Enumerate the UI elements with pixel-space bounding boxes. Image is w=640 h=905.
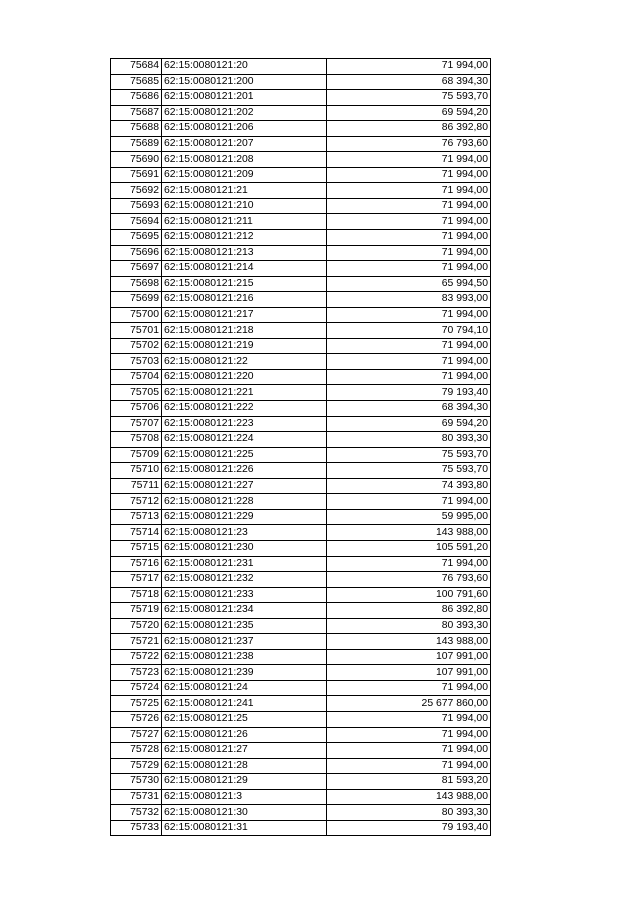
cadastral-number-cell: 62:15:0080121:215: [162, 276, 327, 292]
cadastral-number-cell: 62:15:0080121:27: [162, 743, 327, 759]
value-cell: 80 393,30: [327, 618, 491, 634]
value-cell: 71 994,00: [327, 758, 491, 774]
row-id-cell: 75729: [111, 758, 162, 774]
cadastral-number-cell: 62:15:0080121:229: [162, 509, 327, 525]
table-row: [111, 743, 491, 759]
table-row: [111, 401, 491, 417]
cadastral-number-cell: 62:15:0080121:219: [162, 338, 327, 354]
row-id-cell: 75722: [111, 649, 162, 665]
row-id-cell: 75703: [111, 354, 162, 370]
cadastral-number-cell: 62:15:0080121:26: [162, 727, 327, 743]
value-cell: 105 591,20: [327, 540, 491, 556]
value-cell: 79 193,40: [327, 385, 491, 401]
row-id-cell: 75730: [111, 774, 162, 790]
value-cell: 71 994,00: [327, 214, 491, 230]
table-row: [111, 338, 491, 354]
value-cell: 71 994,00: [327, 245, 491, 261]
value-cell: 75 593,70: [327, 463, 491, 479]
cadastral-number-cell: 62:15:0080121:209: [162, 167, 327, 183]
table-row: [111, 680, 491, 696]
row-id-cell: 75690: [111, 152, 162, 168]
table-row: [111, 711, 491, 727]
row-id-cell: 75709: [111, 447, 162, 463]
value-cell: 71 994,00: [327, 152, 491, 168]
cadastral-number-cell: 62:15:0080121:25: [162, 711, 327, 727]
row-id-cell: 75708: [111, 432, 162, 448]
table-row: [111, 618, 491, 634]
table-row: [111, 416, 491, 432]
value-cell: 71 994,00: [327, 198, 491, 214]
cadastral-number-cell: 62:15:0080121:218: [162, 323, 327, 339]
table-row: [111, 276, 491, 292]
table-row: [111, 774, 491, 790]
table-row: [111, 540, 491, 556]
cadastral-number-cell: 62:15:0080121:3: [162, 789, 327, 805]
cadastral-number-cell: 62:15:0080121:202: [162, 105, 327, 121]
cadastral-number-cell: 62:15:0080121:223: [162, 416, 327, 432]
row-id-cell: 75715: [111, 540, 162, 556]
table-row: [111, 649, 491, 665]
table-row: [111, 634, 491, 650]
row-id-cell: 75687: [111, 105, 162, 121]
table-row: [111, 525, 491, 541]
table-row: [111, 307, 491, 323]
table-row: [111, 323, 491, 339]
cadastral-number-cell: 62:15:0080121:201: [162, 90, 327, 106]
cadastral-number-cell: 62:15:0080121:200: [162, 74, 327, 90]
value-cell: 76 793,60: [327, 136, 491, 152]
table-row: [111, 665, 491, 681]
cadastral-number-cell: 62:15:0080121:238: [162, 649, 327, 665]
cadastral-number-cell: 62:15:0080121:20: [162, 59, 327, 75]
row-id-cell: 75686: [111, 90, 162, 106]
value-cell: 25 677 860,00: [327, 696, 491, 712]
row-id-cell: 75713: [111, 509, 162, 525]
table-row: [111, 556, 491, 572]
row-id-cell: 75697: [111, 261, 162, 277]
value-cell: 80 393,30: [327, 432, 491, 448]
value-cell: 69 594,20: [327, 416, 491, 432]
table-row: [111, 152, 491, 168]
table-row: [111, 463, 491, 479]
cadastral-number-cell: 62:15:0080121:220: [162, 369, 327, 385]
table-row: [111, 136, 491, 152]
table-body: [111, 59, 491, 836]
row-id-cell: 75704: [111, 369, 162, 385]
table-row: [111, 758, 491, 774]
value-cell: 74 393,80: [327, 478, 491, 494]
value-cell: 76 793,60: [327, 572, 491, 588]
row-id-cell: 75712: [111, 494, 162, 510]
cadastral-number-cell: 62:15:0080121:216: [162, 292, 327, 308]
value-cell: 143 988,00: [327, 634, 491, 650]
row-id-cell: 75693: [111, 198, 162, 214]
row-id-cell: 75705: [111, 385, 162, 401]
value-cell: 71 994,00: [327, 59, 491, 75]
row-id-cell: 75728: [111, 743, 162, 759]
cadastral-number-cell: 62:15:0080121:222: [162, 401, 327, 417]
cadastral-number-cell: 62:15:0080121:233: [162, 587, 327, 603]
cadastral-number-cell: 62:15:0080121:225: [162, 447, 327, 463]
cadastral-number-cell: 62:15:0080121:213: [162, 245, 327, 261]
row-id-cell: 75706: [111, 401, 162, 417]
table-row: [111, 478, 491, 494]
table-row: [111, 354, 491, 370]
table-row: [111, 369, 491, 385]
row-id-cell: 75719: [111, 603, 162, 619]
value-cell: 143 988,00: [327, 525, 491, 541]
value-cell: 71 994,00: [327, 354, 491, 370]
value-cell: 70 794,10: [327, 323, 491, 339]
value-cell: 71 994,00: [327, 727, 491, 743]
value-cell: 65 994,50: [327, 276, 491, 292]
cadastral-number-cell: 62:15:0080121:206: [162, 121, 327, 137]
table-row: [111, 59, 491, 75]
cadastral-number-cell: 62:15:0080121:210: [162, 198, 327, 214]
value-cell: 71 994,00: [327, 711, 491, 727]
cadastral-number-cell: 62:15:0080121:28: [162, 758, 327, 774]
row-id-cell: 75718: [111, 587, 162, 603]
value-cell: 81 593,20: [327, 774, 491, 790]
row-id-cell: 75727: [111, 727, 162, 743]
cadastral-number-cell: 62:15:0080121:234: [162, 603, 327, 619]
cadastral-number-cell: 62:15:0080121:212: [162, 230, 327, 246]
value-cell: 71 994,00: [327, 261, 491, 277]
table-row: [111, 696, 491, 712]
value-cell: 75 593,70: [327, 447, 491, 463]
table-row: [111, 90, 491, 106]
row-id-cell: 75692: [111, 183, 162, 199]
value-cell: 100 791,60: [327, 587, 491, 603]
cadastral-number-cell: 62:15:0080121:207: [162, 136, 327, 152]
table-row: [111, 261, 491, 277]
cadastral-number-cell: 62:15:0080121:230: [162, 540, 327, 556]
table-row: [111, 509, 491, 525]
table-row: [111, 727, 491, 743]
cadastral-number-cell: 62:15:0080121:231: [162, 556, 327, 572]
cadastral-number-cell: 62:15:0080121:217: [162, 307, 327, 323]
value-cell: 68 394,30: [327, 401, 491, 417]
row-id-cell: 75695: [111, 230, 162, 246]
value-cell: 71 994,00: [327, 556, 491, 572]
cadastral-number-cell: 62:15:0080121:29: [162, 774, 327, 790]
cadastral-number-cell: 62:15:0080121:208: [162, 152, 327, 168]
row-id-cell: 75700: [111, 307, 162, 323]
value-cell: 107 991,00: [327, 649, 491, 665]
table-row: [111, 292, 491, 308]
cadastral-number-cell: 62:15:0080121:241: [162, 696, 327, 712]
row-id-cell: 75711: [111, 478, 162, 494]
cadastral-number-cell: 62:15:0080121:227: [162, 478, 327, 494]
value-cell: 59 995,00: [327, 509, 491, 525]
cadastral-number-cell: 62:15:0080121:221: [162, 385, 327, 401]
table-row: [111, 447, 491, 463]
value-cell: 71 994,00: [327, 494, 491, 510]
row-id-cell: 75732: [111, 805, 162, 821]
value-cell: 71 994,00: [327, 743, 491, 759]
value-cell: 71 994,00: [327, 680, 491, 696]
row-id-cell: 75684: [111, 59, 162, 75]
value-cell: 71 994,00: [327, 369, 491, 385]
value-cell: 69 594,20: [327, 105, 491, 121]
row-id-cell: 75691: [111, 167, 162, 183]
table-row: [111, 805, 491, 821]
value-cell: 71 994,00: [327, 183, 491, 199]
table-row: [111, 432, 491, 448]
value-cell: 68 394,30: [327, 74, 491, 90]
table-row: [111, 572, 491, 588]
row-id-cell: 75696: [111, 245, 162, 261]
table-row: [111, 789, 491, 805]
cadastral-number-cell: 62:15:0080121:224: [162, 432, 327, 448]
row-id-cell: 75702: [111, 338, 162, 354]
row-id-cell: 75707: [111, 416, 162, 432]
row-id-cell: 75723: [111, 665, 162, 681]
cadastral-number-cell: 62:15:0080121:211: [162, 214, 327, 230]
cadastral-number-cell: 62:15:0080121:21: [162, 183, 327, 199]
value-cell: 71 994,00: [327, 338, 491, 354]
cadastral-value-table: [110, 58, 491, 836]
row-id-cell: 75725: [111, 696, 162, 712]
row-id-cell: 75694: [111, 214, 162, 230]
table-row: [111, 385, 491, 401]
row-id-cell: 75710: [111, 463, 162, 479]
cadastral-number-cell: 62:15:0080121:226: [162, 463, 327, 479]
value-cell: 75 593,70: [327, 90, 491, 106]
row-id-cell: 75714: [111, 525, 162, 541]
table-row: [111, 183, 491, 199]
table-row: [111, 245, 491, 261]
table-row: [111, 587, 491, 603]
table-row: [111, 494, 491, 510]
cadastral-number-cell: 62:15:0080121:31: [162, 820, 327, 836]
cadastral-number-cell: 62:15:0080121:24: [162, 680, 327, 696]
row-id-cell: 75721: [111, 634, 162, 650]
row-id-cell: 75701: [111, 323, 162, 339]
row-id-cell: 75720: [111, 618, 162, 634]
table-row: [111, 121, 491, 137]
cadastral-number-cell: 62:15:0080121:232: [162, 572, 327, 588]
table-row: [111, 603, 491, 619]
cadastral-number-cell: 62:15:0080121:228: [162, 494, 327, 510]
value-cell: 86 392,80: [327, 121, 491, 137]
row-id-cell: 75698: [111, 276, 162, 292]
cadastral-number-cell: 62:15:0080121:239: [162, 665, 327, 681]
cadastral-number-cell: 62:15:0080121:214: [162, 261, 327, 277]
table-row: [111, 105, 491, 121]
table-row: [111, 820, 491, 836]
row-id-cell: 75685: [111, 74, 162, 90]
row-id-cell: 75733: [111, 820, 162, 836]
cadastral-number-cell: 62:15:0080121:235: [162, 618, 327, 634]
table-row: [111, 167, 491, 183]
value-cell: 71 994,00: [327, 230, 491, 246]
value-cell: 79 193,40: [327, 820, 491, 836]
table-row: [111, 74, 491, 90]
cadastral-number-cell: 62:15:0080121:237: [162, 634, 327, 650]
table-row: [111, 230, 491, 246]
value-cell: 71 994,00: [327, 167, 491, 183]
row-id-cell: 75689: [111, 136, 162, 152]
value-cell: 107 991,00: [327, 665, 491, 681]
value-cell: 83 993,00: [327, 292, 491, 308]
cadastral-number-cell: 62:15:0080121:23: [162, 525, 327, 541]
row-id-cell: 75699: [111, 292, 162, 308]
row-id-cell: 75716: [111, 556, 162, 572]
value-cell: 143 988,00: [327, 789, 491, 805]
value-cell: 86 392,80: [327, 603, 491, 619]
row-id-cell: 75726: [111, 711, 162, 727]
row-id-cell: 75731: [111, 789, 162, 805]
table-row: [111, 198, 491, 214]
value-cell: 80 393,30: [327, 805, 491, 821]
cadastral-number-cell: 62:15:0080121:22: [162, 354, 327, 370]
row-id-cell: 75724: [111, 680, 162, 696]
row-id-cell: 75717: [111, 572, 162, 588]
cadastral-number-cell: 62:15:0080121:30: [162, 805, 327, 821]
row-id-cell: 75688: [111, 121, 162, 137]
value-cell: 71 994,00: [327, 307, 491, 323]
table-row: [111, 214, 491, 230]
